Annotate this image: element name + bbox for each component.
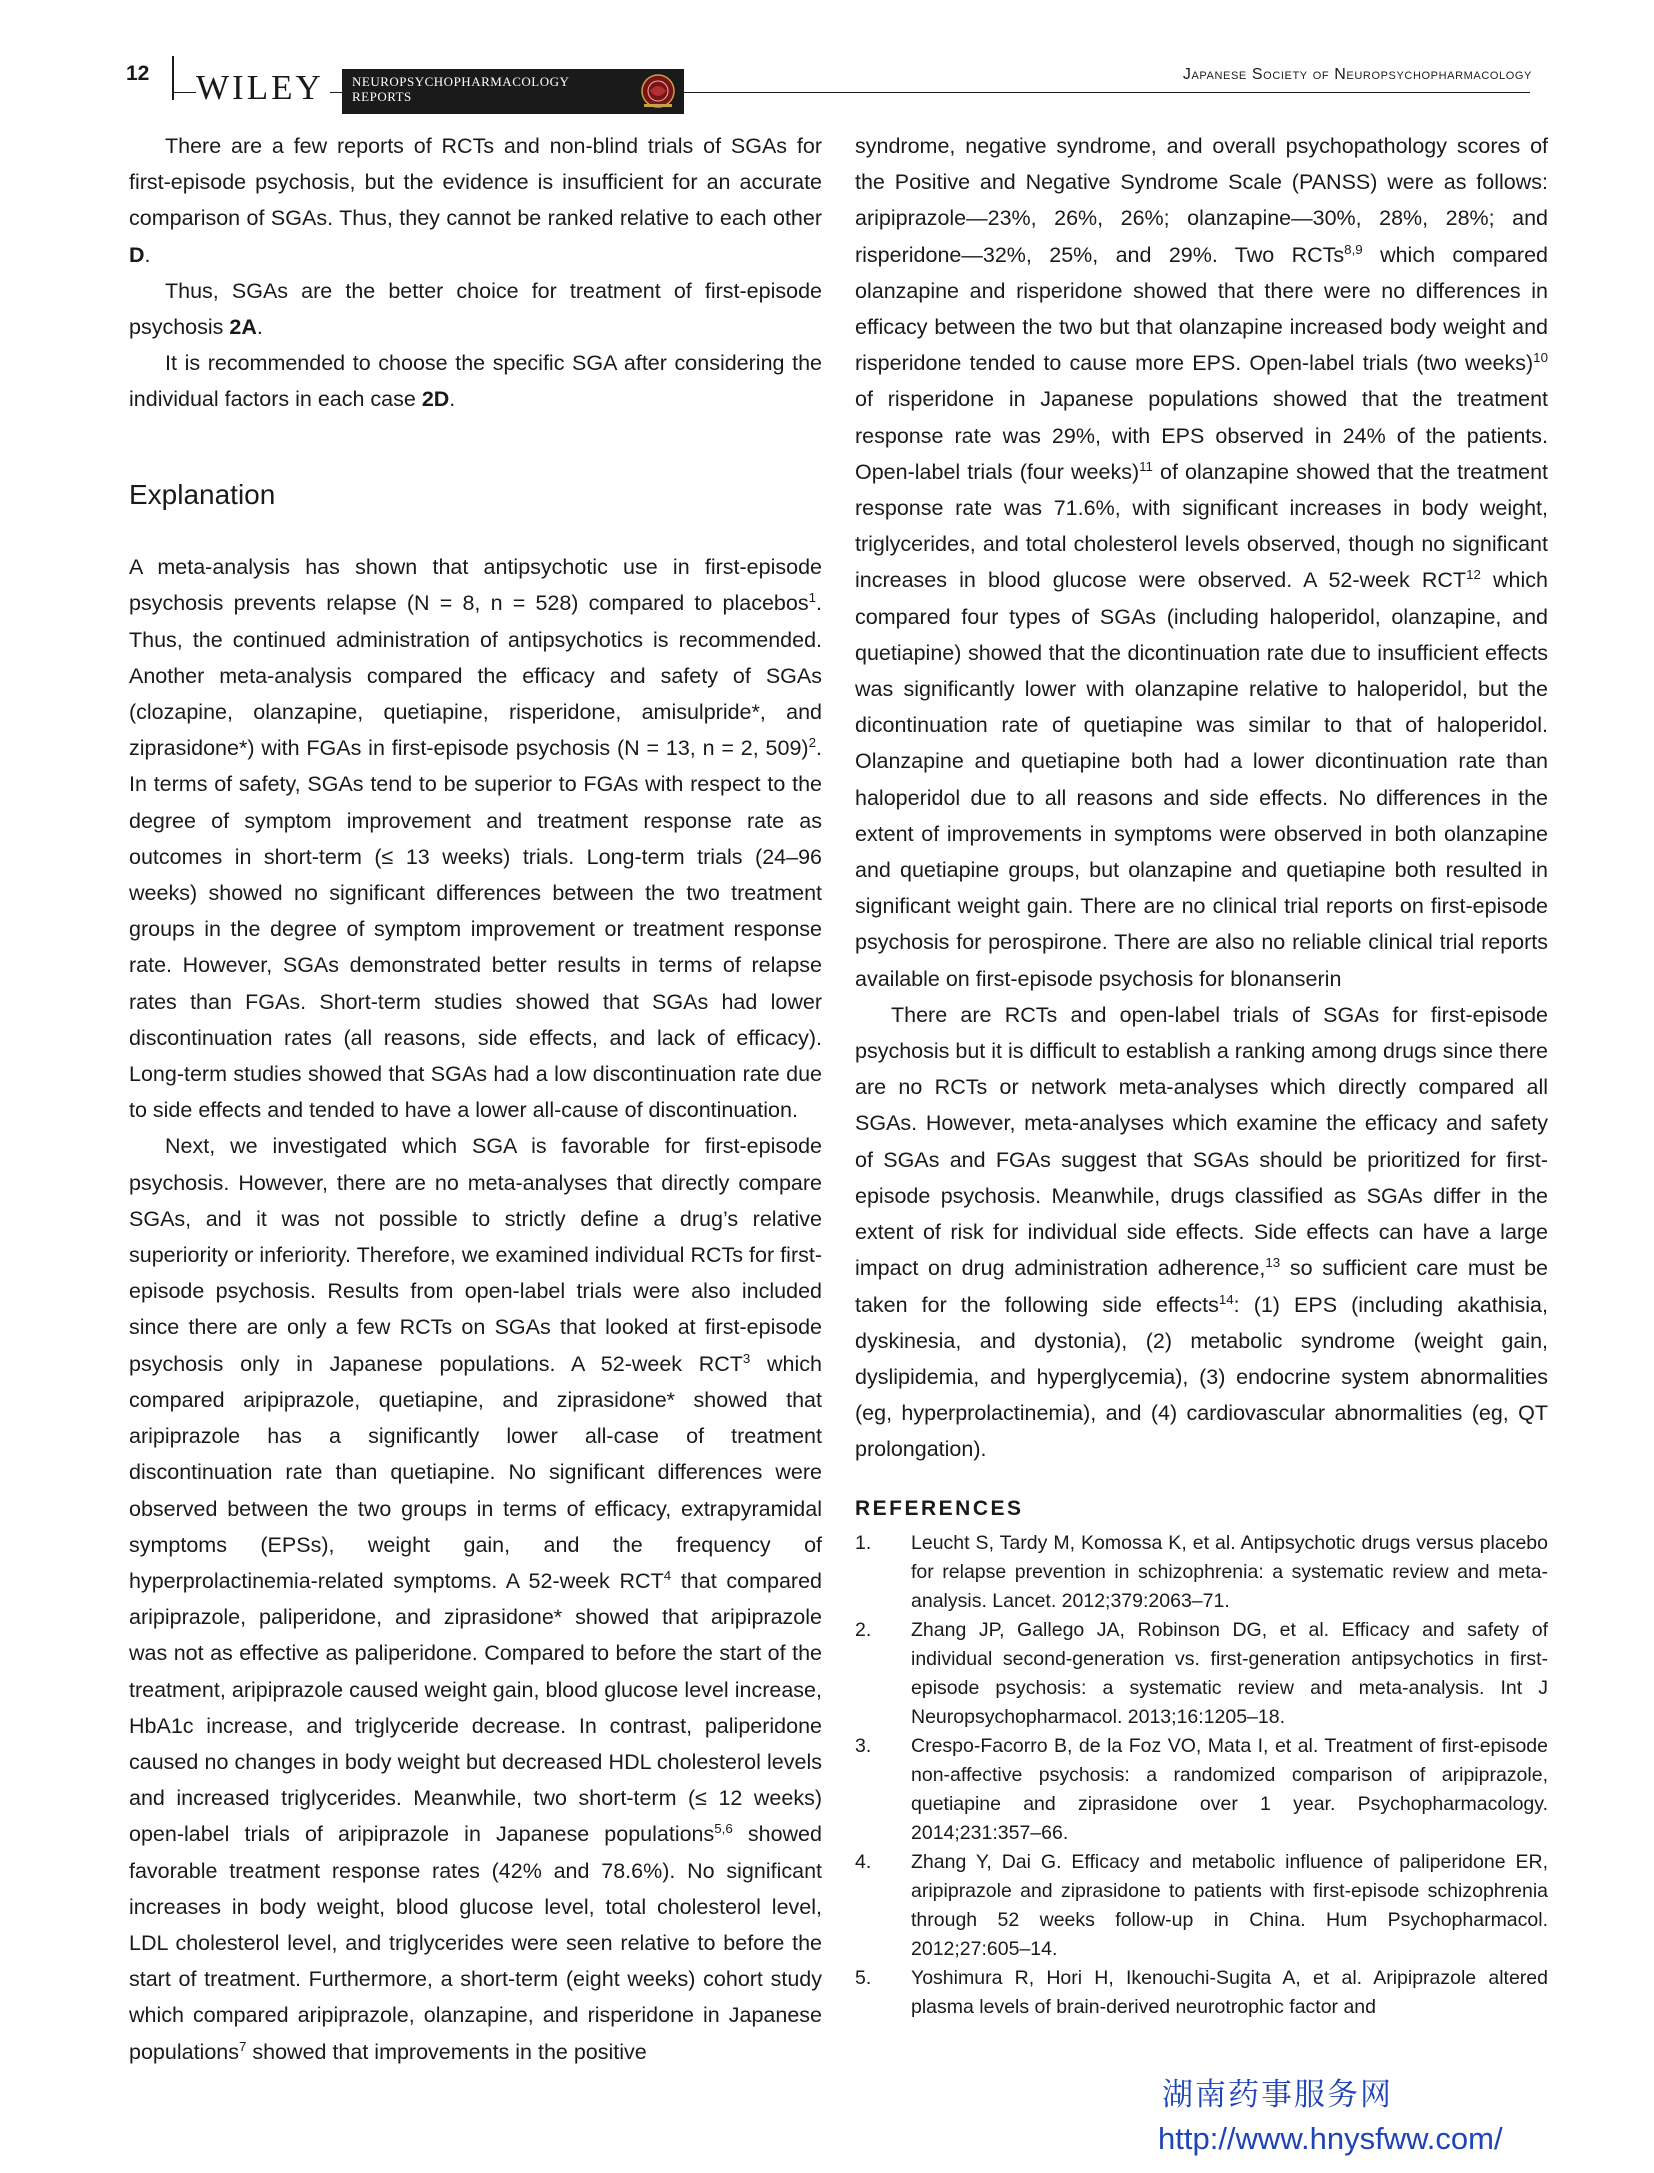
reference-item: 4. Zhang Y, Dai G. Efficacy and metabolic influence of paliperidone ER, aripiprazole and ziprasidone to patients with first-episode schizophrenia through 52 weeks follow-up in China. Hum Psychopharmacol. 2012;27:605–14.	[855, 1850, 1548, 1960]
citation: 14	[1218, 1291, 1234, 1307]
reference-item: 2. Zhang JP, Gallego JA, Robinson DG, et al. Efficacy and safety of individual second-generation vs. first-generation antipsychotics in first-episode psychosis: a systematic review and meta-analysis. Int J Neuropsychopharmacol. 2013;16:1205–18.	[855, 1618, 1548, 1728]
evidence-grade: D	[129, 242, 145, 267]
publisher-logo: WILEY	[196, 70, 330, 105]
watermark-url: http://www.hnysfww.com/	[1158, 2121, 1503, 2156]
society-name: Japanese Society of Neuropsychopharmacology	[1182, 66, 1532, 83]
citation: 11	[1139, 458, 1153, 474]
paragraph: It is recommended to choose the specific SGA after considering the individual factors in each case 2D.	[129, 351, 822, 412]
references-heading: REFERENCES	[855, 1496, 1024, 1520]
citation: 7	[238, 2038, 247, 2054]
reference-list	[855, 1529, 1548, 2022]
journal-title-line1: NEUROPSYCHOPHARMACOLOGY	[352, 74, 570, 89]
watermark-site-name: 湖南药事服务网	[1162, 2077, 1393, 2113]
page-number: 12	[126, 62, 150, 85]
paragraph: Next, we investigated which SGA is favorable for first-episode psychosis. However, there are no meta-analyses that directly compare SGAs, and it was not possible to strictly define a drug’s relative superiority or inferiority. Therefore, we examined individual RCTs for first-episode psychosis. Results from open-label trials were also included since there are only a few RCTs on SGAs that looked at first-episode psychosis only in Japanese populations. A 52-week RCT$^3$ which compared aripiprazole, quetiapine, and ziprasidone* showed that aripiprazole has a significantly lower all-case of treatment discontinuation rate than quetiapine. No significant differences were observed between the two groups in terms of efficacy, extrapyramidal symptoms (EPSs), weight gain, and the frequency of hyperprolactinemia-related symptoms. A 52-week RCT$^4$ that compared aripiprazole, paliperidone, and ziprasidone* showed that aripiprazole was not as effective as paliperidone. Compared to before the start of the treatment, aripiprazole caused weight gain, blood glucose level increase, HbA1c increase, and triglyceride decrease. In contrast, paliperidone caused no changes in body weight but decreased HDL cholesterol levels and increased triglycerides. Meanwhile, two short-term (≤ 12 weeks) open-label trials of aripiprazole in Japanese populations$^{5,6}$ showed favorable treatment response rates (42% and 78.6%). No significant increases in body weight, blood glucose level, total cholesterol level, LDL cholesterol level, and triglycerides were seen relative to before the start of treatment. Furthermore, a short-term (eight weeks) cohort study which compared aripiprazole, olanzapine, and risperidone in Japanese populations$^7$ showed that improvements in the positive	[129, 1134, 822, 2064]
journal-banner	[342, 69, 684, 114]
paragraph: syndrome, negative syndrome, and overall psychopathology scores of the Positive and Negative Syndrome Scale (PANSS) were as follows: aripiprazole—23%, 26%, 26%; olanzapine—30%, 28%, 28%; and risperidone—32%, 25%, and 29%. Two RCTs$^{8,9}$ which compared olanzapine and risperidone showed that there were no differences in efficacy between the two but that olanzapine increased body weight and risperidone tended to cause more EPS. Open-label trials (two weeks)$^{10}$ of risperidone in Japanese populations showed that the treatment response rate was 29%, with EPS observed in 24% of the patients. Open-label trials (four weeks)$^{11}$ of olanzapine showed that the treatment response rate was 71.6%, with significant increases in body weight, triglycerides, and total cholesterol levels observed, though no significant increases in blood glucose were observed. A 52-week RCT$^{12}$ which compared four types of SGAs (including haloperidol, olanzapine, and quetiapine) showed that the dicontinuation rate due to insufficient effects was significantly lower with olanzapine relative to haloperidol, but the dicontinuation rate of quetiapine was similar to that of haloperidol. Olanzapine and quetiapine both had a lower dicontinuation rate than haloperidol due to all reasons and side effects. No differences in the extent of improvements in symptoms were observed in both olanzapine and quetiapine groups, but olanzapine and quetiapine both resulted in significant weight gain. There are no clinical trial reports on first-episode psychosis for perospirone. There are also no reliable clinical trial reports available on first-episode psychosis for blonanserin	[855, 134, 1549, 991]
reference-item: 5. Yoshimura R, Hori H, Ikenouchi-Sugita A, et al. Aripiprazole altered plasma levels of brain-derived neurotrophic factor and	[855, 1966, 1548, 2018]
reference-item: 3. Crespo-Facorro B, de la Foz VO, Mata I, et al. Treatment of first-episode non-affective psychosis: a randomized comparison of aripiprazole, quetiapine and ziprasidone over 1 year. Psychopharmacology. 2014;231:357–66.	[855, 1734, 1548, 1844]
journal-emblem-icon	[640, 73, 676, 109]
header-divider	[172, 56, 174, 100]
citation: 4	[663, 1567, 672, 1583]
citation: 2	[808, 735, 817, 751]
citation: 13	[1265, 1255, 1281, 1271]
citation: 8,9	[1344, 241, 1363, 257]
paragraph: A meta-analysis has shown that antipsychotic use in first-episode psychosis prevents relapse (N = 8, n = 528) compared to placebos$^1$. Thus, the continued administration of antipsychotics is recommended. Another meta-analysis compared the efficacy and safety of SGAs (clozapine, olanzapine, quetiapine, risperidone, amisulpride*, and ziprasidone*) with FGAs in first-episode psychosis (N = 13, n = 2, 509)$^2$. In terms of safety, SGAs tend to be superior to FGAs with respect to the degree of symptom improvement and treatment response rate as outcomes in short-term (≤ 13 weeks) trials. Long-term trials (24–96 weeks) showed no significant differences between the two treatment groups in the degree of symptom improvement or treatment response rate. However, SGAs demonstrated better results in terms of relapse rates than FGAs. Short-term studies showed that SGAs had lower discontinuation rates (all reasons, side effects, and lack of efficacy). Long-term studies showed that SGAs had a low discontinuation rate due to side effects and tended to have a lower all-cause of discontinuation.	[129, 555, 822, 1123]
page-header	[0, 0, 1654, 130]
citation: 3	[742, 1350, 751, 1366]
evidence-grade: 2A	[229, 315, 257, 340]
citation: 12	[1466, 567, 1481, 583]
section-heading: Explanation	[129, 478, 276, 510]
paragraph: There are RCTs and open-label trials of SGAs for first-episode psychosis but it is difficult to establish a ranking among drugs since there are no RCTs or network meta-analyses which directly compared all SGAs. However, meta-analyses which examine the efficacy and safety of SGAs and FGAs suggest that SGAs should be prioritized for first-episode psychosis. Meanwhile, drugs classified as SGAs differ in the extent of risk for individual side effects. Side effects can have a large impact on drug administration adherence,$^{13}$ so sufficient care must be taken for the following side effects$^{14}$: (1) EPS (including akathisia, dyskinesia, and dystonia), (2) metabolic syndrome (weight gain, dyslipidemia, and hyperglycemia), (3) endocrine system abnormalities (eg, hyperprolactinemia), and (4) cardiovascular abnormalities (eg, QT prolongation).	[855, 1002, 1548, 1462]
citation: 5,6	[714, 1821, 733, 1837]
paragraph: There are a few reports of RCTs and non-blind trials of SGAs for first-episode psychosis, but the evidence is insufficient for an accurate comparison of SGAs. Thus, they cannot be ranked relative to each other D.	[129, 134, 822, 267]
paragraph: Thus, SGAs are the better choice for treatment of first-episode psychosis 2A.	[129, 278, 822, 340]
journal-title-line2: REPORTS	[352, 89, 412, 104]
evidence-grade: 2D	[421, 387, 450, 412]
left-column	[129, 128, 822, 2070]
citation: 10	[1533, 350, 1548, 366]
reference-item: 1. Leucht S, Tardy M, Komossa K, et al. Antipsychotic drugs versus placebo for relapse prevention in schizophrenia: a systematic review and meta-analysis. Lancet. 2012;379:2063–71.	[855, 1531, 1548, 1612]
right-column	[855, 128, 1548, 2022]
citation: 1	[808, 590, 817, 606]
